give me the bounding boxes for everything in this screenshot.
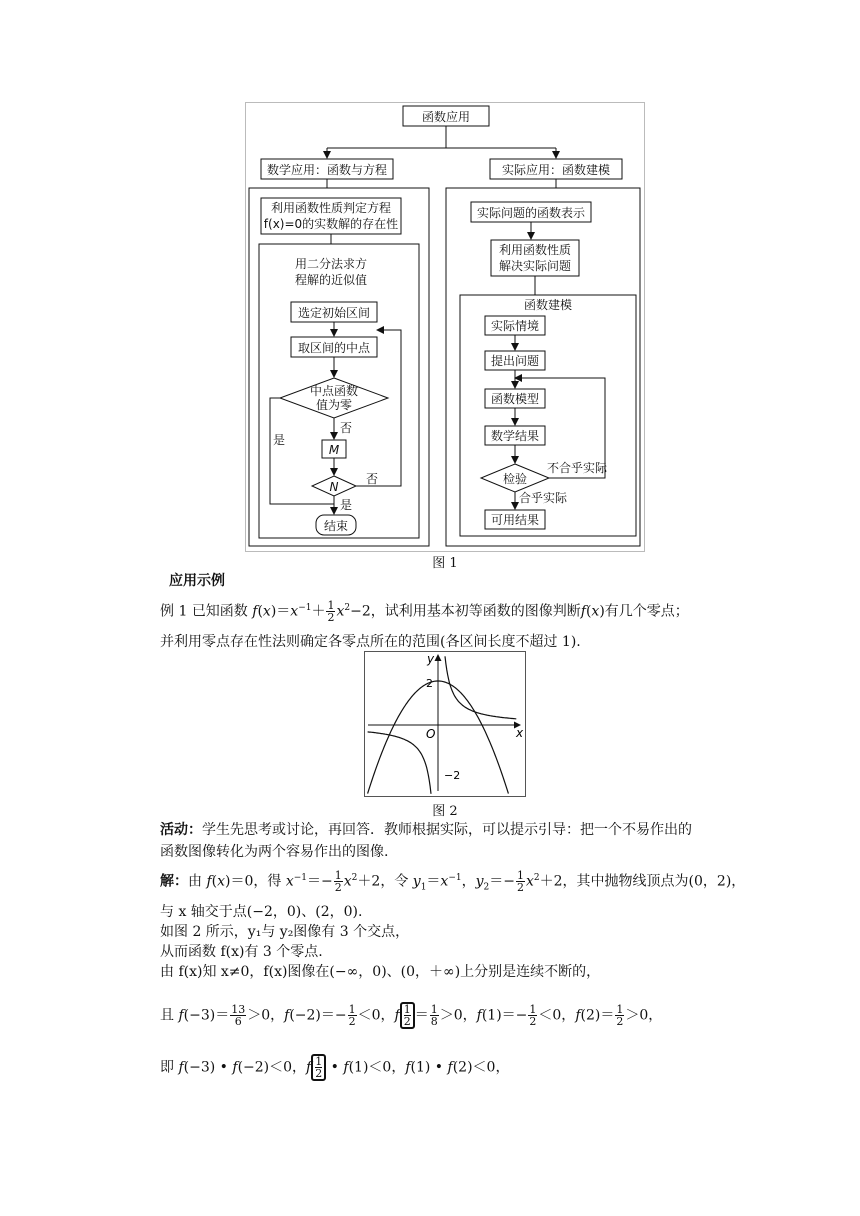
right-branch-label: 实际应用：函数建模: [501, 163, 611, 177]
solution-line-4: 从而函数 f(x)有 3 个零点.: [160, 944, 323, 960]
tick-neg2: −2: [444, 769, 461, 782]
not-fit-label: 不合乎实际: [546, 461, 608, 475]
midpoint-label: 取区间的中点: [297, 341, 371, 355]
solve-practical-line2: 解决实际问题: [498, 259, 572, 273]
yes-label-1: 是: [273, 433, 286, 447]
activity-label: 活动：: [160, 822, 202, 838]
usable-result-label: 可用结果: [490, 513, 540, 527]
bisection-title-line2: 程解的近似值: [294, 273, 368, 287]
diamond-line1: 中点函数: [309, 384, 359, 398]
fit-label: 合乎实际: [519, 491, 568, 505]
section-heading: 应用示例: [169, 573, 225, 589]
solution-line-1: 解：由 f(x)＝0，得 $x^{-1}=-$ $\frac{1}{2}$ $x^2+2$，令 $y_1=x^{-1}$，$y_2=-$ $\frac{1}{2}$ $x^2+2$，其中抛物线顶点为(0，2)，: [160, 869, 746, 895]
model-label: 函数模型: [490, 392, 540, 406]
solution-line-2: 与 x 轴交于点(−2，0)、(2，0).: [160, 904, 363, 920]
check-label: 检验: [502, 472, 528, 486]
fig2-caption: 图 2: [432, 804, 458, 819]
diamond-line2: 值为零: [315, 398, 353, 412]
question-label: 提出问题: [490, 354, 540, 368]
root-label: 函数应用: [421, 110, 471, 124]
situation-label: 实际情境: [490, 319, 540, 333]
activity-line-2: 函数图像转化为两个容易作出的图像.: [160, 844, 389, 860]
origin-label: O: [426, 727, 436, 741]
flowchart-figure: [245, 102, 645, 552]
activity-line-1: [160, 820, 692, 840]
example-text-b: ，试利用基本初等函数的图像判断: [370, 603, 581, 620]
M-label: M: [328, 443, 340, 457]
yes-label-2: 是: [340, 498, 353, 512]
example-text-a: 已知函数: [191, 603, 248, 620]
solution-line-6: 且 f(−3)＝ $\frac{13}{6}$ ＞0，f(−2)＝− $\frac{1}{2}$ ＜0，f $\frac{1}{2}$ ＝ $\frac{1}{8}$ ＞0，f(1)＝− $\frac{1}{2}$ ＜0，f(2)＝ $\frac{1}{2}$ ＞0，: [160, 1003, 663, 1028]
solution-line-3: 如图 2 所示，y₁与 y₂图像有 3 个交点，: [160, 924, 410, 940]
bisection-title-line1: 用二分法求方: [294, 257, 368, 271]
activity-text-1: 学生先思考或讨论，再回答．教师根据实际，可以提示引导：把一个不易作出的: [202, 822, 692, 838]
existence-line2: f(x)=0的实数解的存在性: [263, 217, 399, 231]
end-label: 结束: [323, 519, 349, 533]
example-text-c: 有几个零点；: [604, 603, 689, 620]
solution-line-5: 由 f(x)知 x≠0，f(x)图像在(−∞，0)、(0，＋∞)上分别是连续不断的，: [160, 964, 601, 980]
solve-practical-line1: 利用函数性质: [498, 243, 572, 257]
example-label: 例 1: [160, 603, 188, 620]
example-line-2: 并利用零点存在性法则确定各零点所在的范围(各区间长度不超过 1).: [160, 634, 581, 650]
fig1-caption: 图 1: [432, 556, 458, 571]
y-axis-label: y: [427, 652, 435, 666]
math-result-label: 数学结果: [490, 429, 540, 443]
x-axis-label: x: [516, 726, 524, 740]
N-label: N: [329, 480, 339, 494]
left-branch-label: 数学应用：函数与方程: [266, 163, 388, 177]
function-graph: [364, 651, 526, 797]
example-line-1: 例 1 已知函数 $f(x)=x^{-1}+$ $\frac{1}{2}$ $x^2-2$，试利用基本初等函数的图像判断f(x)有几个零点；: [160, 599, 689, 625]
modeling-title: 函数建模: [523, 298, 573, 312]
solution-line-7: 即 f(−3) • f(−2)＜0，f $\frac{1}{2}$ • f(1)＜0，f(1) • f(2)＜0，: [160, 1055, 510, 1080]
solution-label: 解：: [160, 873, 188, 890]
select-interval-label: 选定初始区间: [297, 306, 371, 320]
tick-2: 2: [426, 677, 433, 690]
existence-line1: 利用函数性质判定方程: [270, 201, 392, 215]
function-representation-label: 实际问题的函数表示: [476, 206, 586, 220]
no-label-1: 否: [340, 421, 353, 435]
no-label-2: 否: [366, 472, 379, 486]
